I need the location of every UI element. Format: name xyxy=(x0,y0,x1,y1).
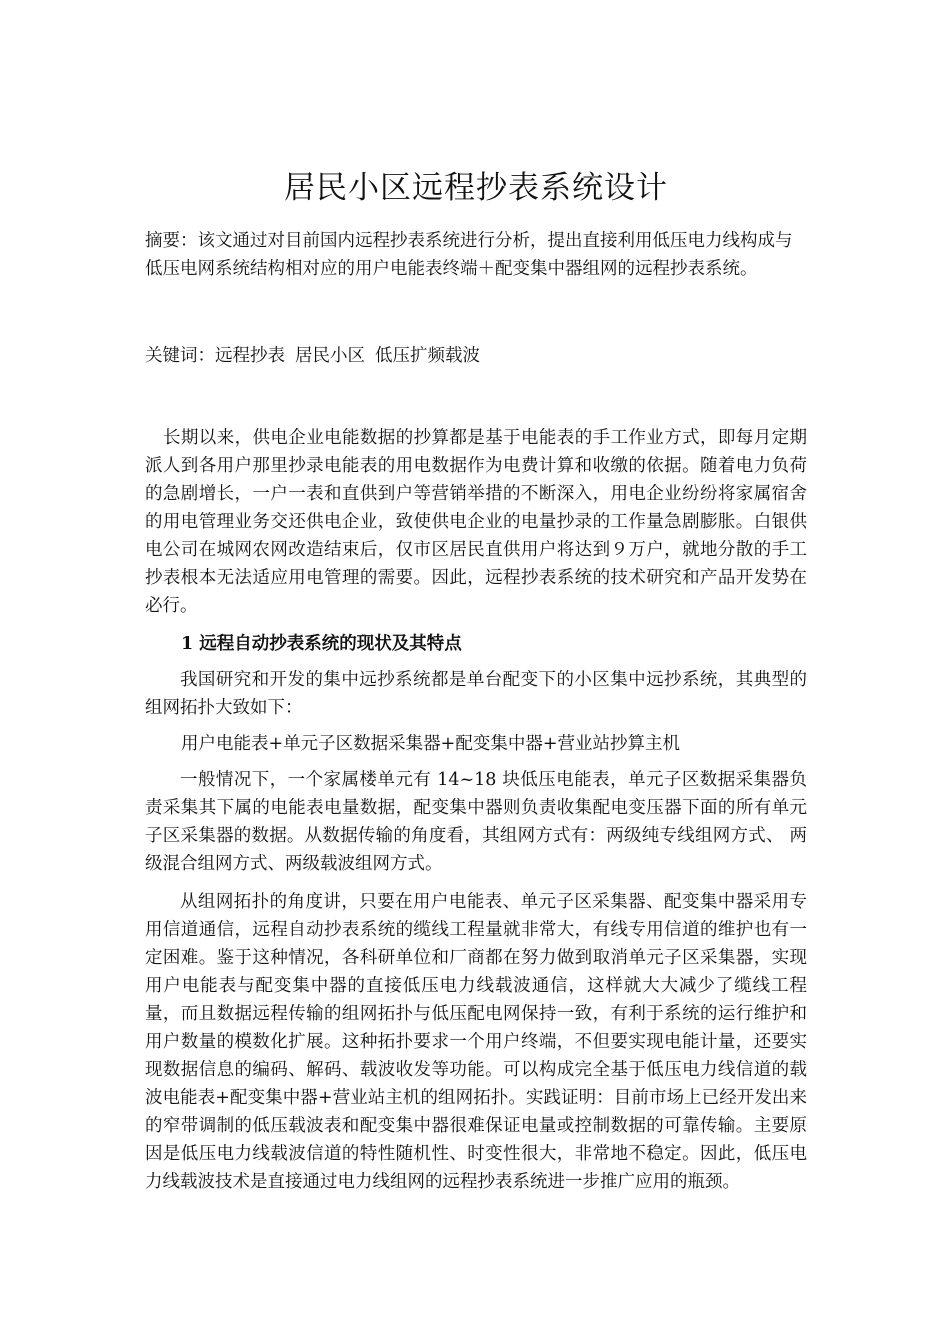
section-paragraph: 一般情况下，一个家属楼单元有 14~18 块低压电能表，单元子区数据采集器负责采集其下属的电能表电量数据，配变集中器则负责收集配电变压器下面的所有单元子区采集器的数据。从数据传输的角度看，其组网方式有：两级纯专线组网方式、 两级混合组网方式、两级载波组网方式。 xyxy=(145,770,807,874)
body-text xyxy=(145,424,807,1196)
keyword-item: 低压扩频载波 xyxy=(375,346,480,366)
topology-line: 用户电能表+单元子区数据采集器+配变集中器+营业站抄算主机 xyxy=(181,734,680,754)
document-title: 居民小区远程抄表系统设计 xyxy=(284,170,668,206)
keyword-item: 远程抄表 xyxy=(215,346,285,366)
keyword-item: 居民小区 xyxy=(295,346,365,366)
section-paragraph: 我国研究和开发的集中远抄系统都是单台配变下的小区集中远抄系统，其典型的组网拓扑大致如下： xyxy=(145,670,807,718)
section-paragraph: 从组网拓扑的角度讲，只要在用户电能表、单元子区采集器、配变集中器采用专用信道通信，远程自动抄表系统的缆线工程量就非常大，有线专用信道的维护也有一定困难。鉴于这种情况，各科研单位和厂商都在努力做到取消单元子区采集器，实现用户电能表与配变集中器的直接低压电力线载波通信，这样就大大减少了缆线工程量，而且数据远程传输的组网拓扑与低压配电网保持一致，有利于系统的运行维护和用户数量的模数化扩展。这种拓扑要求一个用户终端，不但要实现电能计量，还要实现数据信息的编码、解码、载波收发等功能。可以构成完全基于低压电力线信道的载波电能表+配变集中器+营业站主机的组网拓扑。实践证明：目前市场上已经开发出来的窄带调制的低压载波表和配变集中器很难保证电量或控制数据的可靠传输。主要原因是低压电力线载波信道的特性随机性、时变性很大，非常地不稳定。因此，低压电力线载波技术是直接通过电力线组网的远程抄表系统进一步推广应用的瓶颈。 xyxy=(145,892,807,1192)
keywords-label: 关键词： xyxy=(145,346,215,366)
abstract-paragraph: 摘要：该文通过对目前国内远程抄表系统进行分析，提出直接利用低压电力线构成与低压电网系统结构相对应的用户电能表终端＋配变集中器组网的远程抄表系统。 xyxy=(145,231,793,279)
keywords-line xyxy=(145,343,807,371)
intro-paragraph: 长期以来，供电企业电能数据的抄算都是基于电能表的手工作业方式，即每月定期派人到各用户那里抄录电能表的用电数据作为电费计算和收缴的依据。随着电力负荷的急剧增长，一户一表和直供到户等营销举措的不断深入，用电企业纷纷将家属宿舍的用电管理业务交还供电企业，致使供电企业的电量抄录的工作量急剧膨胀。白银供电公司在城网农网改造结束后，仅市区居民直供用户将达到９万户，就地分散的手工抄表根本无法适应用电管理的需要。因此，远程抄表系统的技术研究和产品开发势在必行。 xyxy=(145,428,807,616)
section-heading: 1 远程自动抄表系统的现状及其特点 xyxy=(181,634,462,654)
